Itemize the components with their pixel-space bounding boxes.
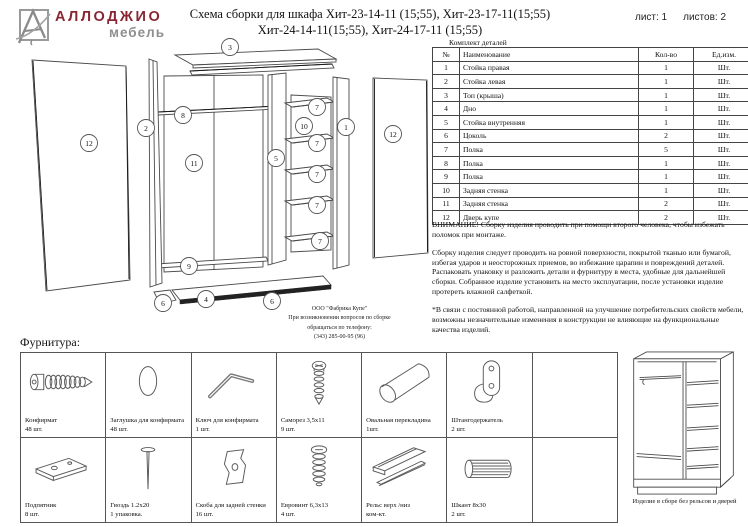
callout-2 [138, 120, 155, 137]
hardware-cell-nail [106, 438, 191, 523]
hardware-qty: 8 шт. [25, 510, 40, 518]
brand-name: АЛЛОДЖИО [55, 9, 163, 25]
table-row [433, 156, 748, 170]
cell-unit: Шт. [694, 61, 748, 75]
hardware-qty: 1шт. [366, 425, 379, 433]
cell-unit: Шт. [694, 143, 748, 157]
callout-1 [338, 119, 355, 136]
manufacturer-phone: (343) 285-00-95 (96) [314, 333, 365, 340]
hardware-label [451, 416, 530, 434]
euro-screw-icon [277, 440, 361, 494]
hardware-qty: 9 шт. [280, 425, 296, 433]
hardware-label [281, 501, 360, 519]
table-row [433, 115, 748, 129]
hardware-qty: 48 шт. [110, 425, 128, 433]
hardware-cell-hex-key [192, 353, 277, 438]
callout-8 [175, 107, 192, 124]
hardware-cell-empty-2 [533, 438, 618, 523]
hardware-label [110, 416, 189, 434]
hardware-name: Конфирмат [25, 416, 58, 424]
hardware-qty: 1 упаковка. [110, 510, 143, 518]
cell-qty: 1 [639, 156, 694, 170]
page-title-line1: Схема сборки для шкафа Хит-23-14-11 (15;55), Хит-23-17-11(15;55) [189, 7, 551, 21]
hardware-grid [20, 352, 618, 523]
hardware-label [110, 501, 189, 519]
table-row [433, 129, 748, 143]
hardware-name: Шкант 8х30 [451, 501, 486, 509]
cell-qty: 2 [639, 129, 694, 143]
assembled-cabinet [621, 349, 748, 505]
part-right-door [373, 78, 428, 258]
oval-cap-icon [106, 355, 190, 409]
svg-text:7: 7 [315, 102, 319, 112]
svg-text:7: 7 [315, 169, 319, 179]
cell-num: 1 [433, 61, 460, 75]
cell-unit: Шт. [694, 88, 748, 102]
cell-qty: 1 [639, 75, 694, 89]
svg-text:7: 7 [318, 236, 322, 246]
svg-text:1: 1 [344, 122, 348, 132]
exploded-assembly-diagram [20, 38, 432, 338]
svg-text:7: 7 [315, 138, 319, 148]
cell-unit: Шт. [694, 129, 748, 143]
col-num: № [433, 48, 460, 62]
sheet-number: лист: 1 [635, 12, 668, 23]
nail-icon [106, 440, 190, 494]
parts-table-header [433, 48, 748, 62]
svg-text:6: 6 [270, 296, 274, 306]
hardware-cell-rail [362, 438, 447, 523]
svg-text:4: 4 [204, 294, 208, 304]
sheet-info [635, 12, 726, 23]
hardware-name: Скоба для задней стенки [195, 501, 266, 509]
svg-text:11: 11 [190, 158, 198, 168]
hardware-label [366, 416, 445, 434]
cell-qty: 1 [639, 115, 694, 129]
hardware-heading: Фурнитура: [20, 335, 81, 349]
hardware-qty: 2 шт. [451, 425, 466, 433]
table-row [433, 143, 748, 157]
cell-name: Дверь купе [460, 211, 639, 225]
cell-qty: 1 [639, 61, 694, 75]
cell-unit: Шт. [694, 197, 748, 211]
callout-11 [186, 155, 203, 172]
table-row [433, 170, 748, 184]
col-qty: Кол-во [639, 48, 694, 62]
col-name: Наименование [460, 48, 639, 62]
svg-text:7: 7 [315, 200, 319, 210]
hardware-cell-oval-rod [362, 353, 447, 438]
cell-name: Полка [460, 143, 639, 157]
cell-num: 4 [433, 102, 460, 116]
cell-num: 10 [433, 183, 460, 197]
cell-qty: 1 [639, 170, 694, 184]
cell-unit: Шт. [694, 115, 748, 129]
warning-note: ВНИМАНИЕ! Сборку изделия проводить при помощи второго человека, чтобы избежать поломок при монтаже. [432, 220, 725, 239]
callout-7e [312, 233, 329, 250]
hardware-cell-rod-holder [447, 353, 532, 438]
confirmat-screw-icon [21, 355, 105, 409]
cell-unit: Шт. [694, 75, 748, 89]
hardware-name: Гвоздь 1.2х20 [110, 501, 150, 509]
sheets-total: листов: 2 [683, 12, 727, 23]
rod-holder-icon [447, 355, 531, 409]
cell-num: 7 [433, 143, 460, 157]
table-row [433, 61, 748, 75]
oval-rod-icon [362, 355, 446, 409]
cell-unit: Шт. [694, 170, 748, 184]
cell-qty: 2 [639, 211, 694, 225]
part-bottom-panel [154, 276, 331, 304]
hardware-qty: ком-кт. [366, 510, 386, 518]
cell-name: Цоколь [460, 129, 639, 143]
hardware-name: Штангодержатель [451, 416, 503, 424]
cell-num: 11 [433, 197, 460, 211]
rail-top-bottom-icon [362, 440, 446, 494]
hardware-cell-euro-screw [277, 438, 362, 523]
hardware-qty: 4 шт. [280, 510, 296, 518]
hardware-name: Евровинт 6,3х13 [280, 501, 329, 509]
assembly-instructions-note: Сборку изделия следует проводить на ровной поверхности, покрытой тканью или бумагой, избегая ударов и неосторожных приемов, во избежание царапин и повреждений деталей. Распаковать упаковку и разложить детали и фурнитуру в места, удобные для дальнейшей сборки. Собранное изделие установить на место эксплуатации, после установки изделие протереть влажной салфеткой. [432, 247, 731, 297]
cell-qty: 1 [639, 102, 694, 116]
callout-9 [181, 258, 198, 275]
part-left-stand [149, 59, 162, 287]
callout-12-right [385, 126, 402, 143]
hardware-cell-confirmat [21, 353, 106, 438]
hardware-name: Ключ для конфирмата [195, 416, 259, 424]
hardware-cell-bracket [192, 438, 277, 523]
part-top-panel [175, 49, 336, 75]
cell-unit: Шт. [694, 183, 748, 197]
callout-3 [222, 39, 239, 56]
callout-6-left [155, 295, 172, 312]
cell-num: 9 [433, 170, 460, 184]
cell-num: 8 [433, 156, 460, 170]
hardware-name: Заглушка для конфирмата [110, 416, 185, 424]
dowel-icon [447, 440, 531, 494]
cell-num: 5 [433, 115, 460, 129]
hardware-label [366, 501, 445, 519]
cell-unit: Шт. [694, 102, 748, 116]
hardware-cell-cap [106, 353, 191, 438]
col-unit: Ед.изм. [694, 48, 748, 62]
svg-text:2: 2 [144, 123, 148, 133]
cell-num: 12 [433, 211, 460, 225]
hardware-cell-foot-plate [21, 438, 106, 523]
part-back-wall-left [164, 75, 263, 272]
hardware-cell-screw [277, 353, 362, 438]
hardware-label [196, 416, 275, 434]
cell-num: 6 [433, 129, 460, 143]
self-tapping-screw-icon [277, 355, 361, 409]
assembled-cabinet-drawing [623, 349, 747, 497]
hardware-name: Подпятник [25, 501, 57, 509]
parts-table-caption: Комплект деталей [449, 38, 507, 47]
disclaimer-note: *В связи с постоянной работой, направленной на улучшение потребительских свойств мебели, возможны незначительные изменения в конструкции не влияющие на функциональные качества изделий. [432, 305, 744, 334]
svg-text:9: 9 [187, 261, 191, 271]
hardware-label [451, 501, 530, 519]
cell-qty: 5 [639, 143, 694, 157]
hardware-label [25, 416, 104, 434]
assembly-notes [432, 220, 746, 343]
foot-plate-icon [21, 440, 105, 494]
hardware-cell-empty-1 [533, 353, 618, 438]
svg-text:6: 6 [161, 298, 165, 308]
cell-qty: 2 [639, 197, 694, 211]
svg-text:12: 12 [85, 138, 93, 148]
hardware-qty: 1 шт. [195, 425, 210, 433]
table-row [433, 197, 748, 211]
cell-unit: Шт. [694, 211, 748, 225]
cell-num: 2 [433, 75, 460, 89]
cell-num: 3 [433, 88, 460, 102]
table-row [433, 75, 748, 89]
brand-subtitle: мебель [108, 25, 165, 40]
callout-7b [309, 135, 326, 152]
svg-text:3: 3 [228, 42, 232, 52]
manufacturer-name: ООО "Фабрика Купе" [311, 306, 368, 312]
callout-5 [268, 150, 285, 167]
cell-name: Стойка внутренняя [460, 115, 639, 129]
parts-table [432, 47, 748, 225]
cell-unit: Шт. [694, 156, 748, 170]
cell-qty: 1 [639, 88, 694, 102]
assembled-cabinet-caption: Изделие в сборе без рельсов и дверей [632, 498, 737, 505]
hardware-label [196, 501, 275, 519]
hardware-cell-dowel [447, 438, 532, 523]
callout-4 [198, 291, 215, 308]
cell-qty: 1 [639, 183, 694, 197]
cell-name: Стойка левая [460, 75, 639, 89]
svg-text:8: 8 [181, 110, 185, 120]
cell-name: Полка [460, 156, 639, 170]
cell-name: Дно [460, 102, 639, 116]
cell-name: Топ (крыша) [460, 88, 639, 102]
callout-10 [296, 118, 313, 135]
hex-key-icon [192, 355, 276, 409]
hardware-qty: 48 шт. [25, 425, 43, 433]
callout-7d [309, 197, 326, 214]
callout-7c [309, 166, 326, 183]
svg-text:12: 12 [389, 129, 397, 139]
cell-name: Задняя стенка [460, 183, 639, 197]
hardware-qty: 2 шт. [451, 510, 466, 518]
svg-text:10: 10 [300, 121, 308, 131]
hardware-name: Рельс верх /низ [366, 501, 410, 509]
table-row [433, 183, 748, 197]
hardware-name: Овальная перекладина [366, 416, 431, 424]
page-title-line2: Хит-24-14-11(15;55), Хит-24-17-11 (15;55) [257, 22, 483, 37]
part-internal-stand [268, 73, 286, 265]
cell-name: Задняя стенка [460, 197, 639, 211]
cell-name: Полка [460, 170, 639, 184]
hardware-label [25, 501, 104, 519]
cell-name: Стойка правая [460, 61, 639, 75]
hardware-label [281, 416, 360, 434]
part-left-door [32, 60, 130, 291]
table-row [433, 102, 748, 116]
part-right-stand [333, 77, 349, 269]
page-title [175, 7, 565, 38]
hardware-name: Саморез 3,5х11 [280, 416, 325, 424]
callout-7a [309, 99, 326, 116]
svg-text:5: 5 [274, 153, 278, 163]
table-row [433, 88, 748, 102]
callout-12-left [81, 135, 98, 152]
hardware-qty: 16 шт. [195, 510, 214, 518]
back-wall-bracket-icon [192, 440, 276, 494]
manufacturer-line3: обращаться по телефону: [307, 324, 372, 331]
manufacturer-contact [252, 305, 427, 342]
manufacturer-line2: При возникновении вопросов по сборке [288, 315, 391, 322]
